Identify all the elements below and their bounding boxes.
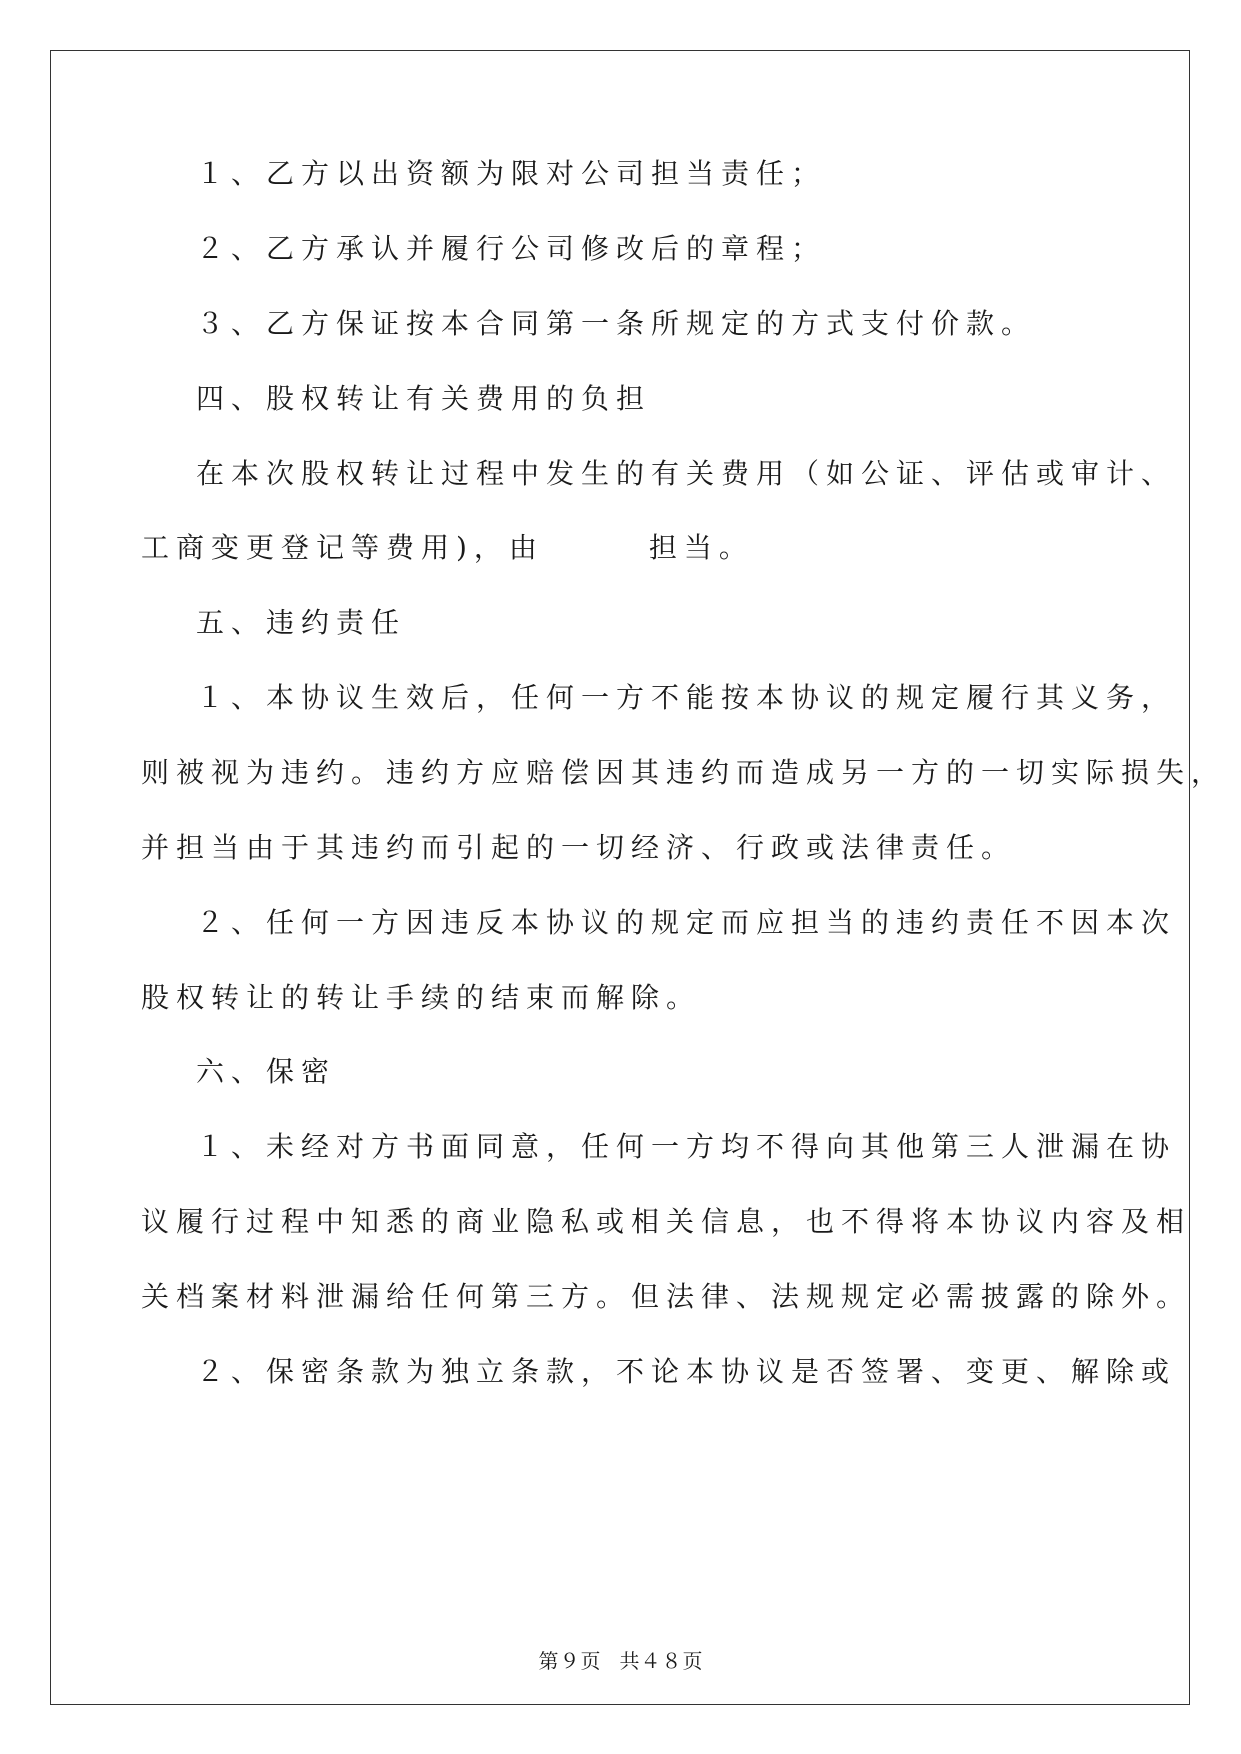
paragraph-line: ２、保密条款为独立条款，不论本协议是否签署、变更、解除或 bbox=[196, 1355, 1177, 1388]
clause-3-item-1: １、乙方以出资额为限对公司担当责任； bbox=[196, 157, 827, 190]
clause-3-item-3: ３、乙方保证按本合同第一条所规定的方式支付价款。 bbox=[196, 307, 1037, 340]
paragraph-line: 股权转让的转让手续的结束而解除。 bbox=[141, 981, 702, 1014]
page-total: 共４８页 bbox=[619, 1649, 704, 1673]
clause-3-item-2: ２、乙方承认并履行公司修改后的章程； bbox=[196, 232, 827, 265]
paragraph-line: １、本协议生效后，任何一方不能按本协议的规定履行其义务， bbox=[196, 681, 1177, 714]
paragraph-line: 工商变更登记等费用)，由 担当。 bbox=[141, 531, 754, 564]
paragraph-line: １、未经对方书面同意，任何一方均不得向其他第三人泄漏在协 bbox=[196, 1130, 1177, 1163]
paragraph-line: ２、任何一方因违反本协议的规定而应担当的违约责任不因本次 bbox=[196, 906, 1177, 939]
section-heading-6: 六、保密 bbox=[196, 1055, 337, 1088]
page-number: 第９页 bbox=[538, 1649, 602, 1673]
paragraph-line: 关档案材料泄漏给任何第三方。但法律、法规规定必需披露的除外。 bbox=[141, 1280, 1192, 1313]
paragraph-line: 议履行过程中知悉的商业隐私或相关信息，也不得将本协议内容及相 bbox=[141, 1205, 1192, 1238]
page-frame bbox=[50, 50, 1227, 1705]
paragraph-line: 在本次股权转让过程中发生的有关费用（如公证、评估或审计、 bbox=[196, 457, 1177, 490]
section-heading-5: 五、违约责任 bbox=[196, 606, 407, 639]
paragraph-line: 并担当由于其违约而引起的一切经济、行政或法律责任。 bbox=[141, 831, 1017, 864]
section-heading-4: 四、股权转让有关费用的负担 bbox=[196, 382, 652, 415]
paragraph-line: 则被视为违约。违约方应赔偿因其违约而造成另一方的一切实际损失， bbox=[141, 756, 1227, 789]
page-footer bbox=[51, 1649, 1191, 1673]
